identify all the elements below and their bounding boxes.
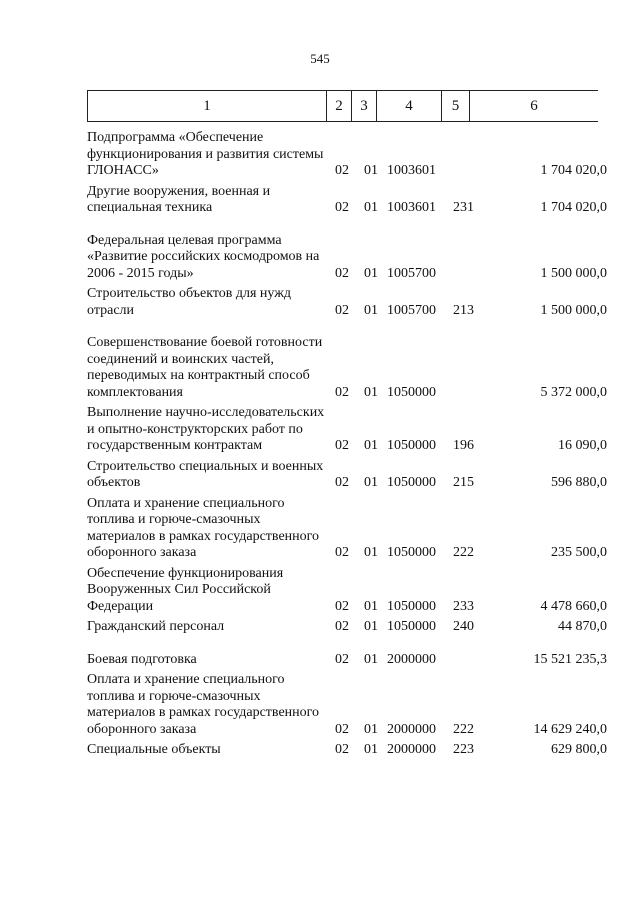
column-header-row bbox=[88, 91, 599, 122]
amount: 629 800,0 bbox=[551, 742, 607, 757]
row-name: Строительство специальных и военных объектов bbox=[87, 458, 324, 490]
row-codes bbox=[335, 722, 607, 739]
amount: 1 500 000,0 bbox=[540, 302, 607, 318]
subsection-code: 01 bbox=[364, 475, 378, 490]
row-name: Оплата и хранение специального топлива и горюче-смазочных материалов в рамках государственного оборонного заказа bbox=[87, 672, 320, 737]
target-item-code: 1005700 bbox=[387, 265, 436, 281]
expense-type-code: 196 bbox=[453, 438, 474, 453]
row-codes bbox=[335, 619, 607, 636]
expense-type-code: 213 bbox=[453, 302, 474, 318]
amount: 15 521 235,3 bbox=[533, 651, 607, 667]
table-row bbox=[87, 619, 607, 636]
row-name: Федеральная целевая программа «Развитие российских космодромов на 2006 - 2015 годы» bbox=[87, 232, 320, 281]
table-row bbox=[87, 672, 607, 738]
subsection-code: 01 bbox=[364, 384, 378, 400]
amount: 235 500,0 bbox=[551, 545, 607, 560]
section-code: 02 bbox=[335, 200, 349, 215]
amount: 1 500 000,0 bbox=[540, 265, 607, 281]
column-header-3: 3 bbox=[352, 91, 377, 122]
table-row bbox=[87, 652, 607, 669]
row-name: Другие вооружения, военная и специальная техника bbox=[87, 183, 271, 215]
target-item-code: 1050000 bbox=[387, 545, 436, 560]
section-code: 02 bbox=[335, 721, 349, 737]
table-row bbox=[87, 742, 607, 759]
expense-type-code: 222 bbox=[453, 545, 474, 560]
row-codes bbox=[335, 385, 607, 402]
budget-table-body bbox=[87, 130, 607, 759]
section-code: 02 bbox=[335, 302, 349, 318]
section-code: 02 bbox=[335, 475, 349, 490]
column-header-2: 2 bbox=[327, 91, 352, 122]
row-codes bbox=[335, 475, 607, 492]
table-row bbox=[87, 286, 607, 319]
section-code: 02 bbox=[335, 545, 349, 560]
target-item-code: 2000000 bbox=[387, 651, 436, 667]
amount: 1 704 020,0 bbox=[540, 163, 607, 178]
row-name: Подпрограмма «Обеспечение функционирования и развития системы ГЛОНАСС» bbox=[87, 130, 324, 178]
page-number: 545 bbox=[310, 51, 330, 66]
expense-type-code: 215 bbox=[453, 475, 474, 490]
row-codes bbox=[335, 438, 607, 455]
expense-type-code: 233 bbox=[453, 598, 474, 614]
expense-type-code: 223 bbox=[453, 742, 474, 757]
section-code: 02 bbox=[335, 384, 349, 400]
column-header-4: 4 bbox=[377, 91, 442, 122]
column-header-5: 5 bbox=[442, 91, 470, 122]
target-item-code: 2000000 bbox=[387, 742, 436, 757]
row-name: Строительство объектов для нужд отрасли bbox=[87, 286, 292, 318]
section-code: 02 bbox=[335, 163, 349, 178]
row-name: Выполнение научно-исследовательских и опытно-конструкторских работ по государственным контрактам bbox=[87, 405, 325, 453]
column-header-1: 1 bbox=[88, 91, 327, 122]
amount: 16 090,0 bbox=[558, 438, 607, 453]
target-item-code: 1005700 bbox=[387, 302, 436, 318]
row-codes bbox=[335, 200, 607, 217]
amount: 596 880,0 bbox=[551, 475, 607, 490]
amount: 14 629 240,0 bbox=[533, 721, 607, 737]
expense-type-code: 222 bbox=[453, 721, 474, 737]
row-name: Боевая подготовка bbox=[87, 651, 197, 667]
target-item-code: 1003601 bbox=[387, 200, 436, 215]
section-code: 02 bbox=[335, 438, 349, 453]
section-code: 02 bbox=[335, 619, 349, 634]
target-item-code: 1050000 bbox=[387, 619, 436, 634]
subsection-code: 01 bbox=[364, 619, 378, 634]
section-code: 02 bbox=[335, 742, 349, 757]
subsection-code: 01 bbox=[364, 438, 378, 453]
row-codes bbox=[335, 545, 607, 562]
section-code: 02 bbox=[335, 265, 349, 281]
row-codes bbox=[335, 266, 607, 283]
row-name: Совершенствование боевой готовности соединений и воинских частей, переводимых на контрактный способ комплектования bbox=[87, 335, 323, 400]
column-header-table bbox=[87, 90, 598, 122]
subsection-code: 01 bbox=[364, 598, 378, 614]
row-codes bbox=[335, 599, 607, 616]
row-codes bbox=[335, 163, 607, 180]
subsection-code: 01 bbox=[364, 545, 378, 560]
subsection-code: 01 bbox=[364, 742, 378, 757]
amount: 5 372 000,0 bbox=[540, 384, 607, 400]
subsection-code: 01 bbox=[364, 651, 378, 667]
amount: 1 704 020,0 bbox=[540, 200, 607, 215]
target-item-code: 2000000 bbox=[387, 721, 436, 737]
target-item-code: 1050000 bbox=[387, 438, 436, 453]
section-code: 02 bbox=[335, 598, 349, 614]
target-item-code: 1050000 bbox=[387, 598, 436, 614]
subsection-code: 01 bbox=[364, 265, 378, 281]
row-name: Обеспечение функционирования Вооруженных Сил Российской Федерации bbox=[87, 565, 284, 614]
row-name: Специальные объекты bbox=[87, 742, 221, 757]
expense-type-code: 231 bbox=[453, 200, 474, 215]
row-codes bbox=[335, 652, 607, 669]
subsection-code: 01 bbox=[364, 302, 378, 318]
expense-type-code: 240 bbox=[453, 619, 474, 634]
table-row bbox=[87, 459, 607, 492]
row-codes bbox=[335, 742, 607, 759]
subsection-code: 01 bbox=[364, 200, 378, 215]
amount: 44 870,0 bbox=[558, 619, 607, 634]
section-code: 02 bbox=[335, 651, 349, 667]
table-row bbox=[87, 405, 607, 455]
table-row bbox=[87, 184, 607, 217]
table-row bbox=[87, 335, 607, 401]
amount: 4 478 660,0 bbox=[540, 598, 607, 614]
column-header-6: 6 bbox=[470, 91, 599, 122]
subsection-code: 01 bbox=[364, 721, 378, 737]
table-row bbox=[87, 566, 607, 616]
table-row bbox=[87, 130, 607, 180]
row-name: Оплата и хранение специального топлива и горюче-смазочных материалов в рамках государственного оборонного заказа bbox=[87, 495, 320, 560]
row-name: Гражданский персонал bbox=[87, 619, 225, 634]
target-item-code: 1003601 bbox=[387, 163, 436, 178]
target-item-code: 1050000 bbox=[387, 384, 436, 400]
target-item-code: 1050000 bbox=[387, 475, 436, 490]
table-row bbox=[87, 496, 607, 562]
table-row bbox=[87, 233, 607, 283]
subsection-code: 01 bbox=[364, 163, 378, 178]
row-codes bbox=[335, 303, 607, 320]
